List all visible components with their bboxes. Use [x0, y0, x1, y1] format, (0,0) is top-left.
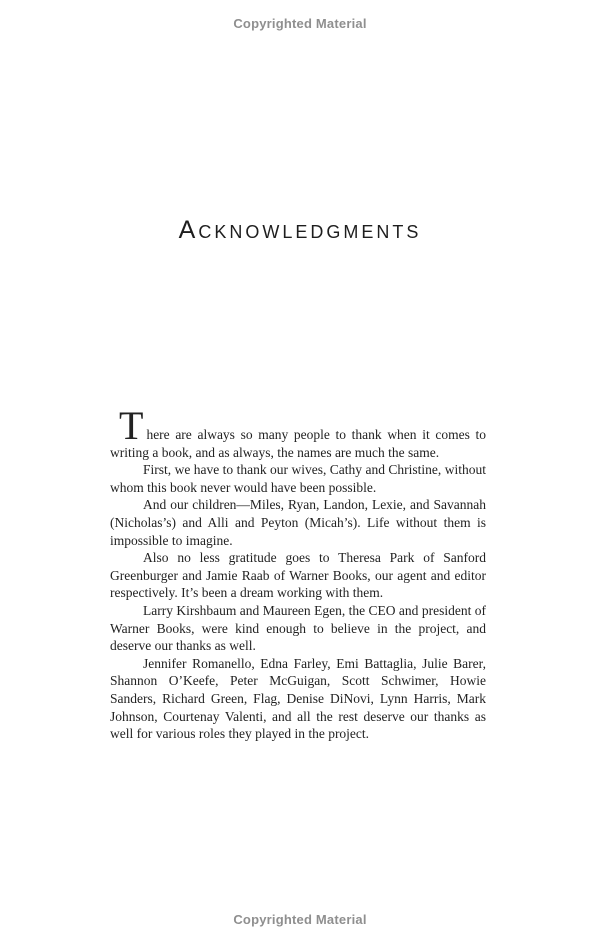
copyright-notice-top: Copyrighted Material [233, 16, 367, 31]
chapter-title-initial: A [178, 216, 199, 244]
acknowledgments-text [110, 403, 486, 743]
opening-paragraph [110, 403, 486, 461]
body-paragraph-wives: First, we have to thank our wives, Cathy and Christine, without whom this book never would have been possible. [110, 462, 486, 495]
body-paragraph-warner-execs: Larry Kirshbaum and Maureen Egen, the CEO and president of Warner Books, were kind enough to believe in the project, and deserve our thanks as well. [110, 602, 486, 654]
body-paragraph-agent-editor: Also no less gratitude goes to Theresa Park of Sanford Greenburger and Jamie Raab of Warner Books, our agent and editor respectively. It’s been a dream working with them. [110, 550, 486, 601]
opening-paragraph-text: here are always so many people to thank when it comes to writing a book, and as always, the names are much the same. [110, 427, 486, 460]
chapter-title-rest: CKNOWLEDGMENTS [198, 222, 422, 242]
body-paragraph-other-thanks: Jennifer Romanello, Edna Farley, Emi Battaglia, Julie Barer, Shannon O’Keefe, Peter McGuigan, Scott Schwimer, Howie Sanders, Richard Green, Flag, Denise DiNovi, Lynn Harris, Mark Johnson, Courtenay Valenti, and all the rest deserve our thanks as well for various roles they played in the project. [110, 655, 486, 742]
raised-initial-cap: T [119, 403, 144, 448]
copyright-notice-bottom: Copyrighted Material [233, 912, 367, 927]
body-paragraph-children: And our children—Miles, Ryan, Landon, Lexie, and Savannah (Nicholas’s) and Alli and Peyton (Micah’s). Life without them is impossible to imagine. [110, 497, 486, 548]
chapter-title [0, 218, 600, 244]
